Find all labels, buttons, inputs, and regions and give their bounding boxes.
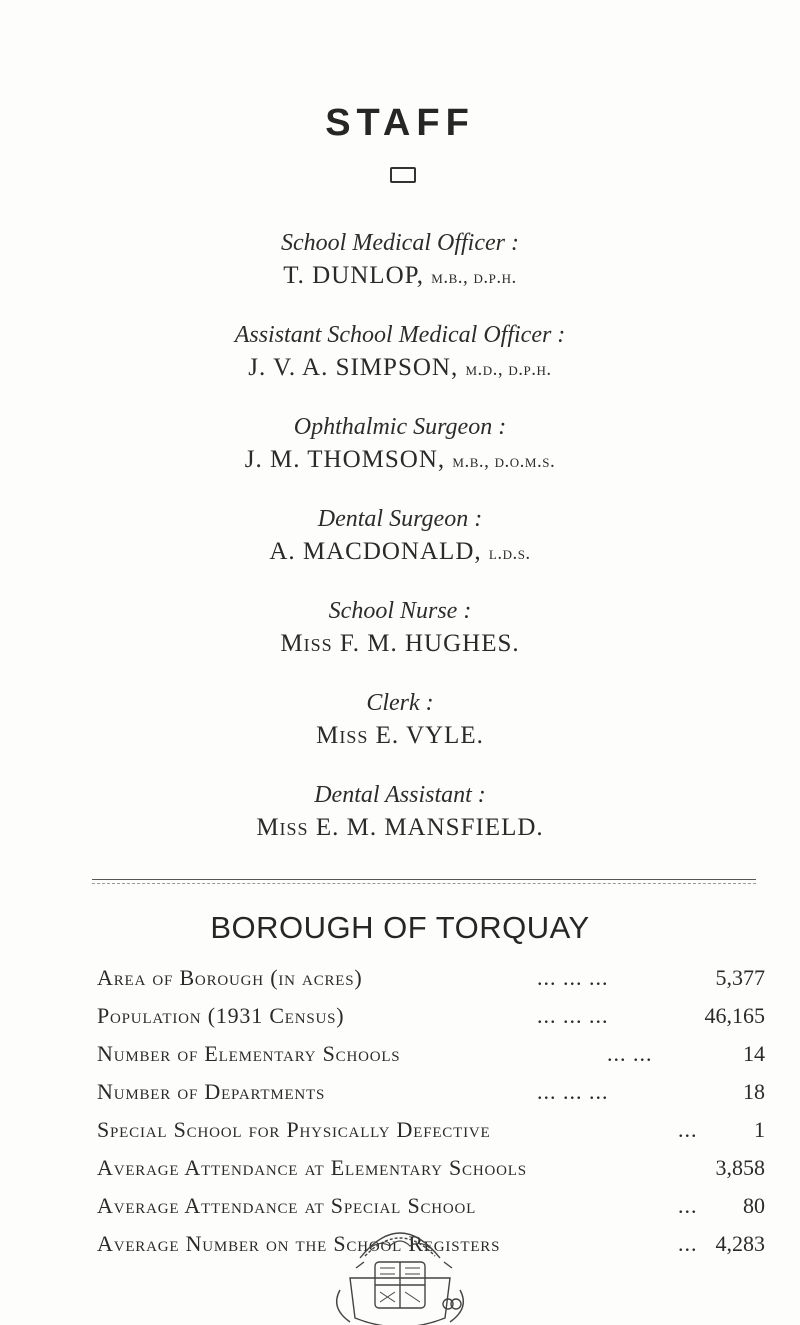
divider-rule (92, 879, 756, 880)
stat-label: Average Number on the School Registers (97, 1231, 501, 1256)
role-dental-assistant: Dental Assistant : (314, 782, 486, 808)
name-clerk (0, 722, 800, 750)
stat-label: Number of Elementary Schools (97, 1041, 401, 1066)
role-assistant-school-medical-officer: Assistant School Medical Officer : (234, 322, 566, 348)
stat-leader-dots: ... ... ... (537, 1003, 609, 1028)
role-school-medical-officer: School Medical Officer : (281, 230, 519, 256)
stat-value: 80 (743, 1193, 765, 1218)
stat-label: Average Attendance at Elementary Schools (97, 1155, 527, 1180)
stat-label: Population (1931 Census) (97, 1003, 345, 1028)
borough-heading: BOROUGH OF TORQUAY (210, 910, 590, 945)
ornament-box-icon (390, 167, 416, 183)
name-dental-surgeon (0, 538, 800, 566)
stat-leader-dots: ... ... ... (537, 965, 609, 990)
role-dental-surgeon: Dental Surgeon : (317, 506, 483, 532)
stat-leader-dots: ... (678, 1231, 698, 1256)
stat-label: Number of Departments (97, 1079, 326, 1104)
staff-prefix: Miss (316, 722, 369, 749)
staff-name: J. V. A. SIMPSON, (248, 354, 459, 381)
staff-name: J. M. THOMSON, (244, 446, 446, 473)
role-school-nurse: School Nurse : (328, 598, 472, 624)
staff-name: E. VYLE. (375, 722, 484, 749)
stat-leader-dots: ... (678, 1117, 698, 1142)
stat-row-departments (97, 1079, 765, 1109)
stat-row-area (97, 965, 765, 995)
stat-row-special-school (97, 1117, 765, 1147)
staff-qualifications: m.b., d.o.m.s. (452, 451, 556, 472)
stat-value: 3,858 (715, 1155, 765, 1180)
name-dental-assistant (0, 814, 800, 842)
staff-qualifications: l.d.s. (488, 543, 531, 564)
staff-name: F. M. HUGHES. (339, 630, 520, 657)
stat-value: 14 (743, 1041, 765, 1066)
stat-value: 46,165 (704, 1003, 765, 1028)
stat-leader-dots: ... (678, 1193, 698, 1218)
stat-leader-dots: ... ... ... (537, 1079, 609, 1104)
role-ophthalmic-surgeon: Ophthalmic Surgeon : (293, 414, 507, 440)
stat-leader-dots: ... ... (607, 1041, 653, 1066)
staff-name: E. M. MANSFIELD. (315, 814, 544, 841)
name-school-nurse (0, 630, 800, 658)
staff-qualifications: m.d., d.p.h. (465, 359, 552, 380)
stat-label: Average Attendance at Special School (97, 1193, 477, 1218)
name-school-medical-officer (0, 262, 800, 290)
stat-row-avg-attendance-elementary (97, 1155, 765, 1185)
stat-value: 18 (743, 1079, 765, 1104)
stat-label: Special School for Physically Defective (97, 1117, 491, 1142)
borough-crest-icon (320, 1218, 480, 1325)
stat-label: Area of Borough (in acres) (97, 965, 363, 990)
staff-name: A. MACDONALD, (269, 538, 482, 565)
name-assistant-school-medical-officer (0, 354, 800, 382)
stat-row-elementary-schools (97, 1041, 765, 1071)
stat-row-population (97, 1003, 765, 1033)
stat-value: 5,377 (715, 965, 765, 990)
divider-rule-secondary (92, 883, 756, 884)
stat-value: 1 (754, 1117, 765, 1142)
staff-qualifications: m.b., d.p.h. (431, 267, 517, 288)
staff-name: T. DUNLOP, (283, 262, 425, 289)
staff-prefix: Miss (280, 630, 333, 657)
stat-value: 4,283 (715, 1231, 765, 1256)
staff-heading: STAFF (325, 102, 475, 144)
role-clerk: Clerk : (366, 690, 434, 716)
name-ophthalmic-surgeon (0, 446, 800, 474)
staff-prefix: Miss (256, 814, 309, 841)
